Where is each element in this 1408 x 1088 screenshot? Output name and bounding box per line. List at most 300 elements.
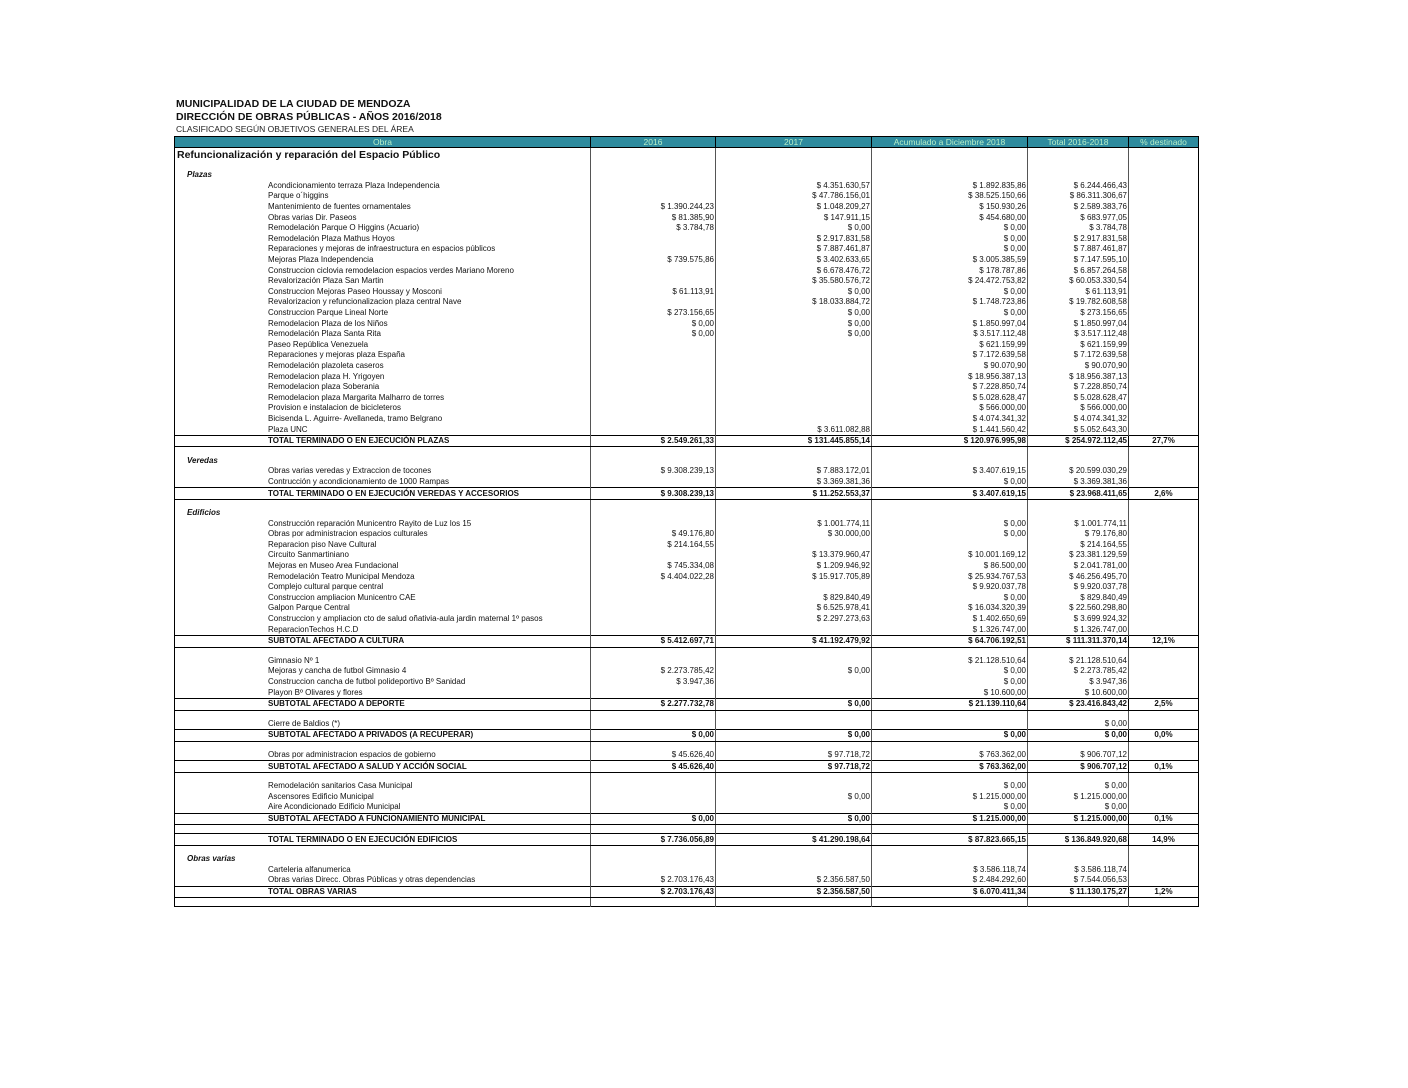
pct-destinado xyxy=(1129,244,1199,255)
pct-destinado xyxy=(1129,392,1199,403)
value-2016 xyxy=(591,392,716,403)
pct-destinado xyxy=(1129,424,1199,435)
obra-label: Construccion Parque Lineal Norte xyxy=(268,308,389,318)
value-acumulado-2018: $ 763.362,00 xyxy=(872,750,1028,761)
works-budget-table xyxy=(174,136,1199,907)
value-acumulado-2018: $ 120.976.995,98 xyxy=(872,435,1028,447)
value-2016 xyxy=(591,414,716,425)
obra-label: Obras varias Dir. Paseos xyxy=(268,212,357,222)
value-total: $ 566.000,00 xyxy=(1028,403,1129,414)
pct-destinado xyxy=(1129,624,1199,635)
category-row xyxy=(175,508,1199,519)
pct-destinado xyxy=(1129,191,1199,202)
obra-label: Aire Acondicionado Edificio Municipal xyxy=(268,802,401,812)
value-acumulado-2018: $ 24.472.753,82 xyxy=(872,276,1028,287)
value-2016 xyxy=(591,191,716,202)
table-row xyxy=(175,297,1199,308)
pct-destinado xyxy=(1129,447,1199,456)
value-2017: $ 829.840,49 xyxy=(716,593,872,604)
value-2016 xyxy=(591,624,716,635)
value-2017 xyxy=(716,719,872,730)
value-acumulado-2018: $ 0,00 xyxy=(872,677,1028,688)
value-acumulado-2018 xyxy=(872,825,1028,834)
section-title: Refuncionalización y reparación del Espacio Público xyxy=(177,149,441,161)
value-2017 xyxy=(716,508,872,519)
column-header-2016: 2016 xyxy=(591,137,716,148)
value-acumulado-2018: $ 1.892.835,86 xyxy=(872,181,1028,192)
table-row xyxy=(175,350,1199,361)
pct-destinado: 1,2% xyxy=(1129,886,1199,898)
value-2017: $ 47.786.156,01 xyxy=(716,191,872,202)
obra-label: Obras por administracion espacios culturales xyxy=(268,529,428,539)
table-row xyxy=(175,687,1199,698)
value-total: $ 7.887.461,87 xyxy=(1028,244,1129,255)
total-row xyxy=(175,435,1199,447)
value-total: $ 61.113,91 xyxy=(1028,287,1129,298)
pct-destinado xyxy=(1129,455,1199,466)
value-acumulado-2018: $ 0,00 xyxy=(872,781,1028,792)
pct-destinado xyxy=(1129,340,1199,351)
value-total xyxy=(1028,508,1129,519)
value-2017: $ 0,00 xyxy=(716,318,872,329)
value-total: $ 0,00 xyxy=(1028,802,1129,813)
empty-cell xyxy=(1129,148,1199,163)
value-total: $ 1.215.000,00 xyxy=(1028,813,1129,825)
value-2017: $ 97.718,72 xyxy=(716,761,872,773)
value-2017: $ 2.917.831,58 xyxy=(716,234,872,245)
value-2017 xyxy=(716,350,872,361)
value-acumulado-2018: $ 0,00 xyxy=(872,518,1028,529)
table-row xyxy=(175,308,1199,319)
pct-destinado xyxy=(1129,371,1199,382)
pct-destinado xyxy=(1129,772,1199,781)
value-total xyxy=(1028,825,1129,834)
obra-label: Acondicionamiento terraza Plaza Independencia xyxy=(268,180,440,190)
pct-destinado xyxy=(1129,212,1199,223)
value-total: $ 254.972.112,45 xyxy=(1028,435,1129,447)
value-2016 xyxy=(591,550,716,561)
value-total: $ 0,00 xyxy=(1028,719,1129,730)
value-total: $ 21.128.510,64 xyxy=(1028,656,1129,667)
value-2016 xyxy=(591,772,716,781)
value-2016: $ 745.334,08 xyxy=(591,561,716,572)
obra-label: TOTAL TERMINADO O EN EJECUCIÓN PLAZAS xyxy=(175,435,591,447)
pct-destinado xyxy=(1129,403,1199,414)
value-total xyxy=(1028,170,1129,181)
table-row xyxy=(175,181,1199,192)
obra-label: ReparacionTechos H.C.D xyxy=(268,624,359,634)
obra-label: Remodelación Plaza Mathus Hoyos xyxy=(268,233,395,243)
value-total: $ 7.544.056,53 xyxy=(1028,875,1129,886)
value-2017 xyxy=(716,392,872,403)
table-row xyxy=(175,666,1199,677)
pct-destinado xyxy=(1129,466,1199,477)
value-2016: $ 45.626,40 xyxy=(591,761,716,773)
value-total xyxy=(1028,455,1129,466)
value-total xyxy=(1028,499,1129,508)
obra-label: Contrucción y acondicionamiento de 1000 Rampas xyxy=(268,476,449,486)
obra-label: Remodelacion plaza H. Yrigoyen xyxy=(268,371,385,381)
value-2016 xyxy=(591,162,716,170)
pct-destinado xyxy=(1129,234,1199,245)
table-row xyxy=(175,361,1199,372)
obra-label: TOTAL TERMINADO O EN EJECUCIÓN VEREDAS Y ACCESORIOS xyxy=(175,488,591,500)
value-2017 xyxy=(716,447,872,456)
pct-destinado: 14,9% xyxy=(1129,834,1199,846)
total-row xyxy=(175,635,1199,647)
empty-cell xyxy=(591,148,716,163)
table-row xyxy=(175,318,1199,329)
value-2016: $ 0,00 xyxy=(591,318,716,329)
table-row xyxy=(175,329,1199,340)
value-total: $ 0,00 xyxy=(1028,730,1129,742)
empty-cell xyxy=(716,148,872,163)
obra-label: Playon Bº Olivares y flores xyxy=(268,687,363,697)
value-2017: $ 30.000,00 xyxy=(716,529,872,540)
pct-destinado xyxy=(1129,666,1199,677)
value-acumulado-2018: $ 3.407.619,15 xyxy=(872,488,1028,500)
value-total: $ 5.028.628,47 xyxy=(1028,392,1129,403)
pct-destinado xyxy=(1129,276,1199,287)
obra-label: Construccion y ampliacion cto de salud oñativia-aula jardin maternal 1º pasos xyxy=(268,614,543,624)
value-total: $ 3.784,78 xyxy=(1028,223,1129,234)
value-2017 xyxy=(716,677,872,688)
value-2016 xyxy=(591,593,716,604)
value-2016 xyxy=(591,687,716,698)
value-2017: $ 18.033.884,72 xyxy=(716,297,872,308)
category-label: Obras varias xyxy=(187,854,236,864)
value-acumulado-2018: $ 1.402.650,69 xyxy=(872,614,1028,625)
value-acumulado-2018: $ 0,00 xyxy=(872,223,1028,234)
spacer-row xyxy=(175,447,1199,456)
table-row xyxy=(175,656,1199,667)
value-2016: $ 0,00 xyxy=(591,813,716,825)
table-row xyxy=(175,477,1199,488)
value-acumulado-2018 xyxy=(872,499,1028,508)
value-2016 xyxy=(591,181,716,192)
value-total: $ 1.326.747,00 xyxy=(1028,624,1129,635)
value-total: $ 7.228.850,74 xyxy=(1028,382,1129,393)
value-total: $ 4.074.341,32 xyxy=(1028,414,1129,425)
value-acumulado-2018 xyxy=(872,170,1028,181)
value-acumulado-2018: $ 1.748.723,86 xyxy=(872,297,1028,308)
value-total: $ 6.857.264,58 xyxy=(1028,265,1129,276)
category-label: Edificios xyxy=(187,508,221,518)
value-acumulado-2018: $ 3.586.118,74 xyxy=(872,864,1028,875)
value-2017 xyxy=(716,499,872,508)
value-total: $ 2.041.781,00 xyxy=(1028,561,1129,572)
value-total: $ 3.947,36 xyxy=(1028,677,1129,688)
pct-destinado xyxy=(1129,170,1199,181)
value-total: $ 214.164,55 xyxy=(1028,540,1129,551)
value-2017: $ 0,00 xyxy=(716,308,872,319)
pct-destinado xyxy=(1129,181,1199,192)
value-2017: $ 0,00 xyxy=(716,287,872,298)
pct-destinado: 2,6% xyxy=(1129,488,1199,500)
value-2017 xyxy=(716,741,872,750)
total-row xyxy=(175,834,1199,846)
table-row xyxy=(175,719,1199,730)
value-acumulado-2018: $ 0,00 xyxy=(872,234,1028,245)
obra-label: Complejo cultural parque central xyxy=(268,582,384,592)
value-total xyxy=(1028,447,1129,456)
value-acumulado-2018: $ 0,00 xyxy=(872,287,1028,298)
obra-label: Plaza UNC xyxy=(268,424,308,434)
value-acumulado-2018 xyxy=(872,845,1028,854)
value-acumulado-2018: $ 7.228.850,74 xyxy=(872,382,1028,393)
value-2017 xyxy=(716,371,872,382)
table-row xyxy=(175,424,1199,435)
value-2016: $ 1.390.244,23 xyxy=(591,202,716,213)
table-row xyxy=(175,603,1199,614)
table-row xyxy=(175,403,1199,414)
value-2017: $ 131.445.855,14 xyxy=(716,435,872,447)
value-2017 xyxy=(716,781,872,792)
table-row xyxy=(175,223,1199,234)
value-acumulado-2018: $ 10.600,00 xyxy=(872,687,1028,698)
value-2017: $ 7.883.172,01 xyxy=(716,466,872,477)
pct-destinado xyxy=(1129,854,1199,865)
value-acumulado-2018: $ 178.787,86 xyxy=(872,265,1028,276)
spacer-row xyxy=(175,825,1199,834)
value-2017: $ 1.209.946,92 xyxy=(716,561,872,572)
table-row xyxy=(175,255,1199,266)
total-row xyxy=(175,488,1199,500)
value-2017: $ 0,00 xyxy=(716,698,872,710)
value-2017: $ 3.402.633,65 xyxy=(716,255,872,266)
spacer-row xyxy=(175,647,1199,656)
table-row xyxy=(175,287,1199,298)
obra-label: Ascensores Edificio Municipal xyxy=(268,791,374,801)
value-acumulado-2018: $ 21.128.510,64 xyxy=(872,656,1028,667)
value-acumulado-2018 xyxy=(872,455,1028,466)
value-2016 xyxy=(591,864,716,875)
document-header xyxy=(176,98,442,134)
value-2016: $ 2.273.785,42 xyxy=(591,666,716,677)
category-label: Veredas xyxy=(187,455,218,465)
pct-destinado xyxy=(1129,614,1199,625)
obra-label: Revalorización Plaza San Martin xyxy=(268,276,384,286)
column-header-total: Total 2016-2018 xyxy=(1028,137,1129,148)
value-acumulado-2018: $ 454.680,00 xyxy=(872,212,1028,223)
value-2017 xyxy=(716,825,872,834)
value-total: $ 621.159,99 xyxy=(1028,340,1129,351)
pct-destinado xyxy=(1129,781,1199,792)
obra-label: Parque o´higgins xyxy=(268,191,329,201)
table-row xyxy=(175,392,1199,403)
obra-label: Cierre de Baldios (*) xyxy=(268,718,341,728)
value-2016: $ 81.385,90 xyxy=(591,212,716,223)
value-acumulado-2018: $ 86.500,00 xyxy=(872,561,1028,572)
pct-destinado: 12,1% xyxy=(1129,635,1199,647)
pct-destinado xyxy=(1129,414,1199,425)
value-2017 xyxy=(716,403,872,414)
pct-destinado xyxy=(1129,361,1199,372)
value-total xyxy=(1028,854,1129,865)
pct-destinado xyxy=(1129,499,1199,508)
obra-label: Reparacion piso Nave Cultural xyxy=(268,539,377,549)
obra-label xyxy=(175,710,591,719)
pct-destinado xyxy=(1129,603,1199,614)
obra-label xyxy=(175,741,591,750)
obra-label: Construccion ampliacion Municentro CAE xyxy=(268,592,416,602)
obra-label: SUBTOTAL AFECTADO A PRIVADOS (A RECUPERAR) xyxy=(175,730,591,742)
value-acumulado-2018: $ 7.172.639,58 xyxy=(872,350,1028,361)
value-acumulado-2018: $ 1.215.000,00 xyxy=(872,813,1028,825)
table-row xyxy=(175,244,1199,255)
pct-destinado: 27,7% xyxy=(1129,435,1199,447)
value-2016 xyxy=(591,898,716,907)
pct-destinado xyxy=(1129,571,1199,582)
value-acumulado-2018: $ 0,00 xyxy=(872,666,1028,677)
value-total: $ 906.707,12 xyxy=(1028,761,1129,773)
empty-cell xyxy=(872,148,1028,163)
value-2016: $ 61.113,91 xyxy=(591,287,716,298)
value-2016 xyxy=(591,656,716,667)
value-2016 xyxy=(591,845,716,854)
value-total: $ 683.977,05 xyxy=(1028,212,1129,223)
obra-label: Construcción reparación Municentro Rayito de Luz los 15 xyxy=(268,518,472,528)
pct-destinado xyxy=(1129,864,1199,875)
value-2017 xyxy=(716,845,872,854)
value-total: $ 18.956.387,13 xyxy=(1028,371,1129,382)
value-acumulado-2018: $ 1.441.560,42 xyxy=(872,424,1028,435)
spacer-row xyxy=(175,710,1199,719)
pct-destinado xyxy=(1129,741,1199,750)
value-2016 xyxy=(591,477,716,488)
pct-destinado xyxy=(1129,719,1199,730)
table-header-row xyxy=(175,137,1199,148)
value-2016: $ 45.626,40 xyxy=(591,750,716,761)
value-total: $ 1.850.997,04 xyxy=(1028,318,1129,329)
column-header-pct: % destinado xyxy=(1129,137,1199,148)
value-2016 xyxy=(591,297,716,308)
obra-label xyxy=(175,898,591,907)
value-total: $ 46.256.495,70 xyxy=(1028,571,1129,582)
value-total xyxy=(1028,647,1129,656)
table-row xyxy=(175,234,1199,245)
obra-label: Paseo República Venezuela xyxy=(268,339,369,349)
value-2016 xyxy=(591,518,716,529)
value-2016 xyxy=(591,781,716,792)
value-total: $ 3.699.924,32 xyxy=(1028,614,1129,625)
value-2017: $ 3.611.082,88 xyxy=(716,424,872,435)
value-total xyxy=(1028,710,1129,719)
value-2016 xyxy=(591,265,716,276)
value-2016 xyxy=(591,741,716,750)
table-row xyxy=(175,191,1199,202)
obra-label: Construccion Mejoras Paseo Houssay y Mosconi xyxy=(268,286,442,296)
value-total: $ 3.369.381,36 xyxy=(1028,477,1129,488)
value-2016 xyxy=(591,382,716,393)
value-acumulado-2018: $ 763.362,00 xyxy=(872,761,1028,773)
value-acumulado-2018 xyxy=(872,647,1028,656)
value-2017: $ 147.911,15 xyxy=(716,212,872,223)
value-acumulado-2018: $ 3.407.619,15 xyxy=(872,466,1028,477)
value-acumulado-2018: $ 38.525.150,66 xyxy=(872,191,1028,202)
pct-destinado xyxy=(1129,593,1199,604)
pct-destinado xyxy=(1129,297,1199,308)
value-total: $ 20.599.030,29 xyxy=(1028,466,1129,477)
table-row xyxy=(175,265,1199,276)
value-acumulado-2018: $ 0,00 xyxy=(872,802,1028,813)
value-total: $ 23.968.411,65 xyxy=(1028,488,1129,500)
value-total: $ 9.920.037,78 xyxy=(1028,582,1129,593)
value-acumulado-2018 xyxy=(872,540,1028,551)
value-2017 xyxy=(716,687,872,698)
obra-label: Construccion ciclovia remodelacion espacios verdes Mariano Moreno xyxy=(268,265,514,275)
value-2017 xyxy=(716,647,872,656)
value-2016: $ 273.156,65 xyxy=(591,308,716,319)
value-acumulado-2018: $ 0,00 xyxy=(872,529,1028,540)
spacer-row xyxy=(175,499,1199,508)
value-2017 xyxy=(716,170,872,181)
obra-label: Mejoras y cancha de futbol Gimnasio 4 xyxy=(268,666,407,676)
value-total: $ 86.311.306,67 xyxy=(1028,191,1129,202)
table-row xyxy=(175,561,1199,572)
section-title-row xyxy=(175,148,1199,163)
value-2017 xyxy=(716,361,872,372)
obra-label: SUBTOTAL AFECTADO A DEPORTE xyxy=(175,698,591,710)
value-acumulado-2018 xyxy=(872,162,1028,170)
value-2016: $ 9.308.239,13 xyxy=(591,466,716,477)
value-total xyxy=(1028,741,1129,750)
value-2016 xyxy=(591,170,716,181)
value-2016: $ 214.164,55 xyxy=(591,540,716,551)
value-total: $ 829.840,49 xyxy=(1028,593,1129,604)
table-row xyxy=(175,276,1199,287)
table-row xyxy=(175,750,1199,761)
pct-destinado xyxy=(1129,710,1199,719)
value-2017: $ 41.290.198,64 xyxy=(716,834,872,846)
value-2017 xyxy=(716,710,872,719)
value-total: $ 136.849.920,68 xyxy=(1028,834,1129,846)
value-total: $ 23.416.843,42 xyxy=(1028,698,1129,710)
pct-destinado xyxy=(1129,318,1199,329)
pct-destinado xyxy=(1129,845,1199,854)
value-2017 xyxy=(716,864,872,875)
classification-subtitle: CLASIFICADO SEGÚN OBJETIVOS GENERALES DEL ÁREA xyxy=(176,124,414,134)
value-2017: $ 7.887.461,87 xyxy=(716,244,872,255)
value-2017 xyxy=(716,455,872,466)
value-acumulado-2018: $ 621.159,99 xyxy=(872,340,1028,351)
value-acumulado-2018: $ 566.000,00 xyxy=(872,403,1028,414)
value-acumulado-2018: $ 2.484.292,60 xyxy=(872,875,1028,886)
obra-label: SUBTOTAL AFECTADO A SALUD Y ACCIÓN SOCIAL xyxy=(175,761,591,773)
value-acumulado-2018: $ 21.139.110,64 xyxy=(872,698,1028,710)
value-2017: $ 0,00 xyxy=(716,329,872,340)
pct-destinado xyxy=(1129,561,1199,572)
obra-label: Remodelación Teatro Municipal Mendoza xyxy=(268,571,415,581)
value-2017: $ 15.917.705,89 xyxy=(716,571,872,582)
value-acumulado-2018: $ 9.920.037,78 xyxy=(872,582,1028,593)
value-2016 xyxy=(591,791,716,802)
obra-label: Remodelacion plaza Margarita Malharro de torres xyxy=(268,392,445,402)
value-acumulado-2018: $ 16.034.320,39 xyxy=(872,603,1028,614)
obra-label: Revalorizacion y refuncionalizacion plaza central Nave xyxy=(268,297,462,307)
obra-label: Bicisenda L. Aguirre- Avellaneda, tramo Belgrano xyxy=(268,413,443,423)
table-row xyxy=(175,466,1199,477)
value-2016 xyxy=(591,447,716,456)
value-2017 xyxy=(716,898,872,907)
obra-label xyxy=(175,499,591,508)
value-total xyxy=(1028,162,1129,170)
value-total: $ 90.070,90 xyxy=(1028,361,1129,372)
pct-destinado xyxy=(1129,529,1199,540)
pct-destinado xyxy=(1129,656,1199,667)
obra-label: Obras varias veredas y Extraccion de tocones xyxy=(268,466,432,476)
obra-label: Carteleria alfanumerica xyxy=(268,864,351,874)
